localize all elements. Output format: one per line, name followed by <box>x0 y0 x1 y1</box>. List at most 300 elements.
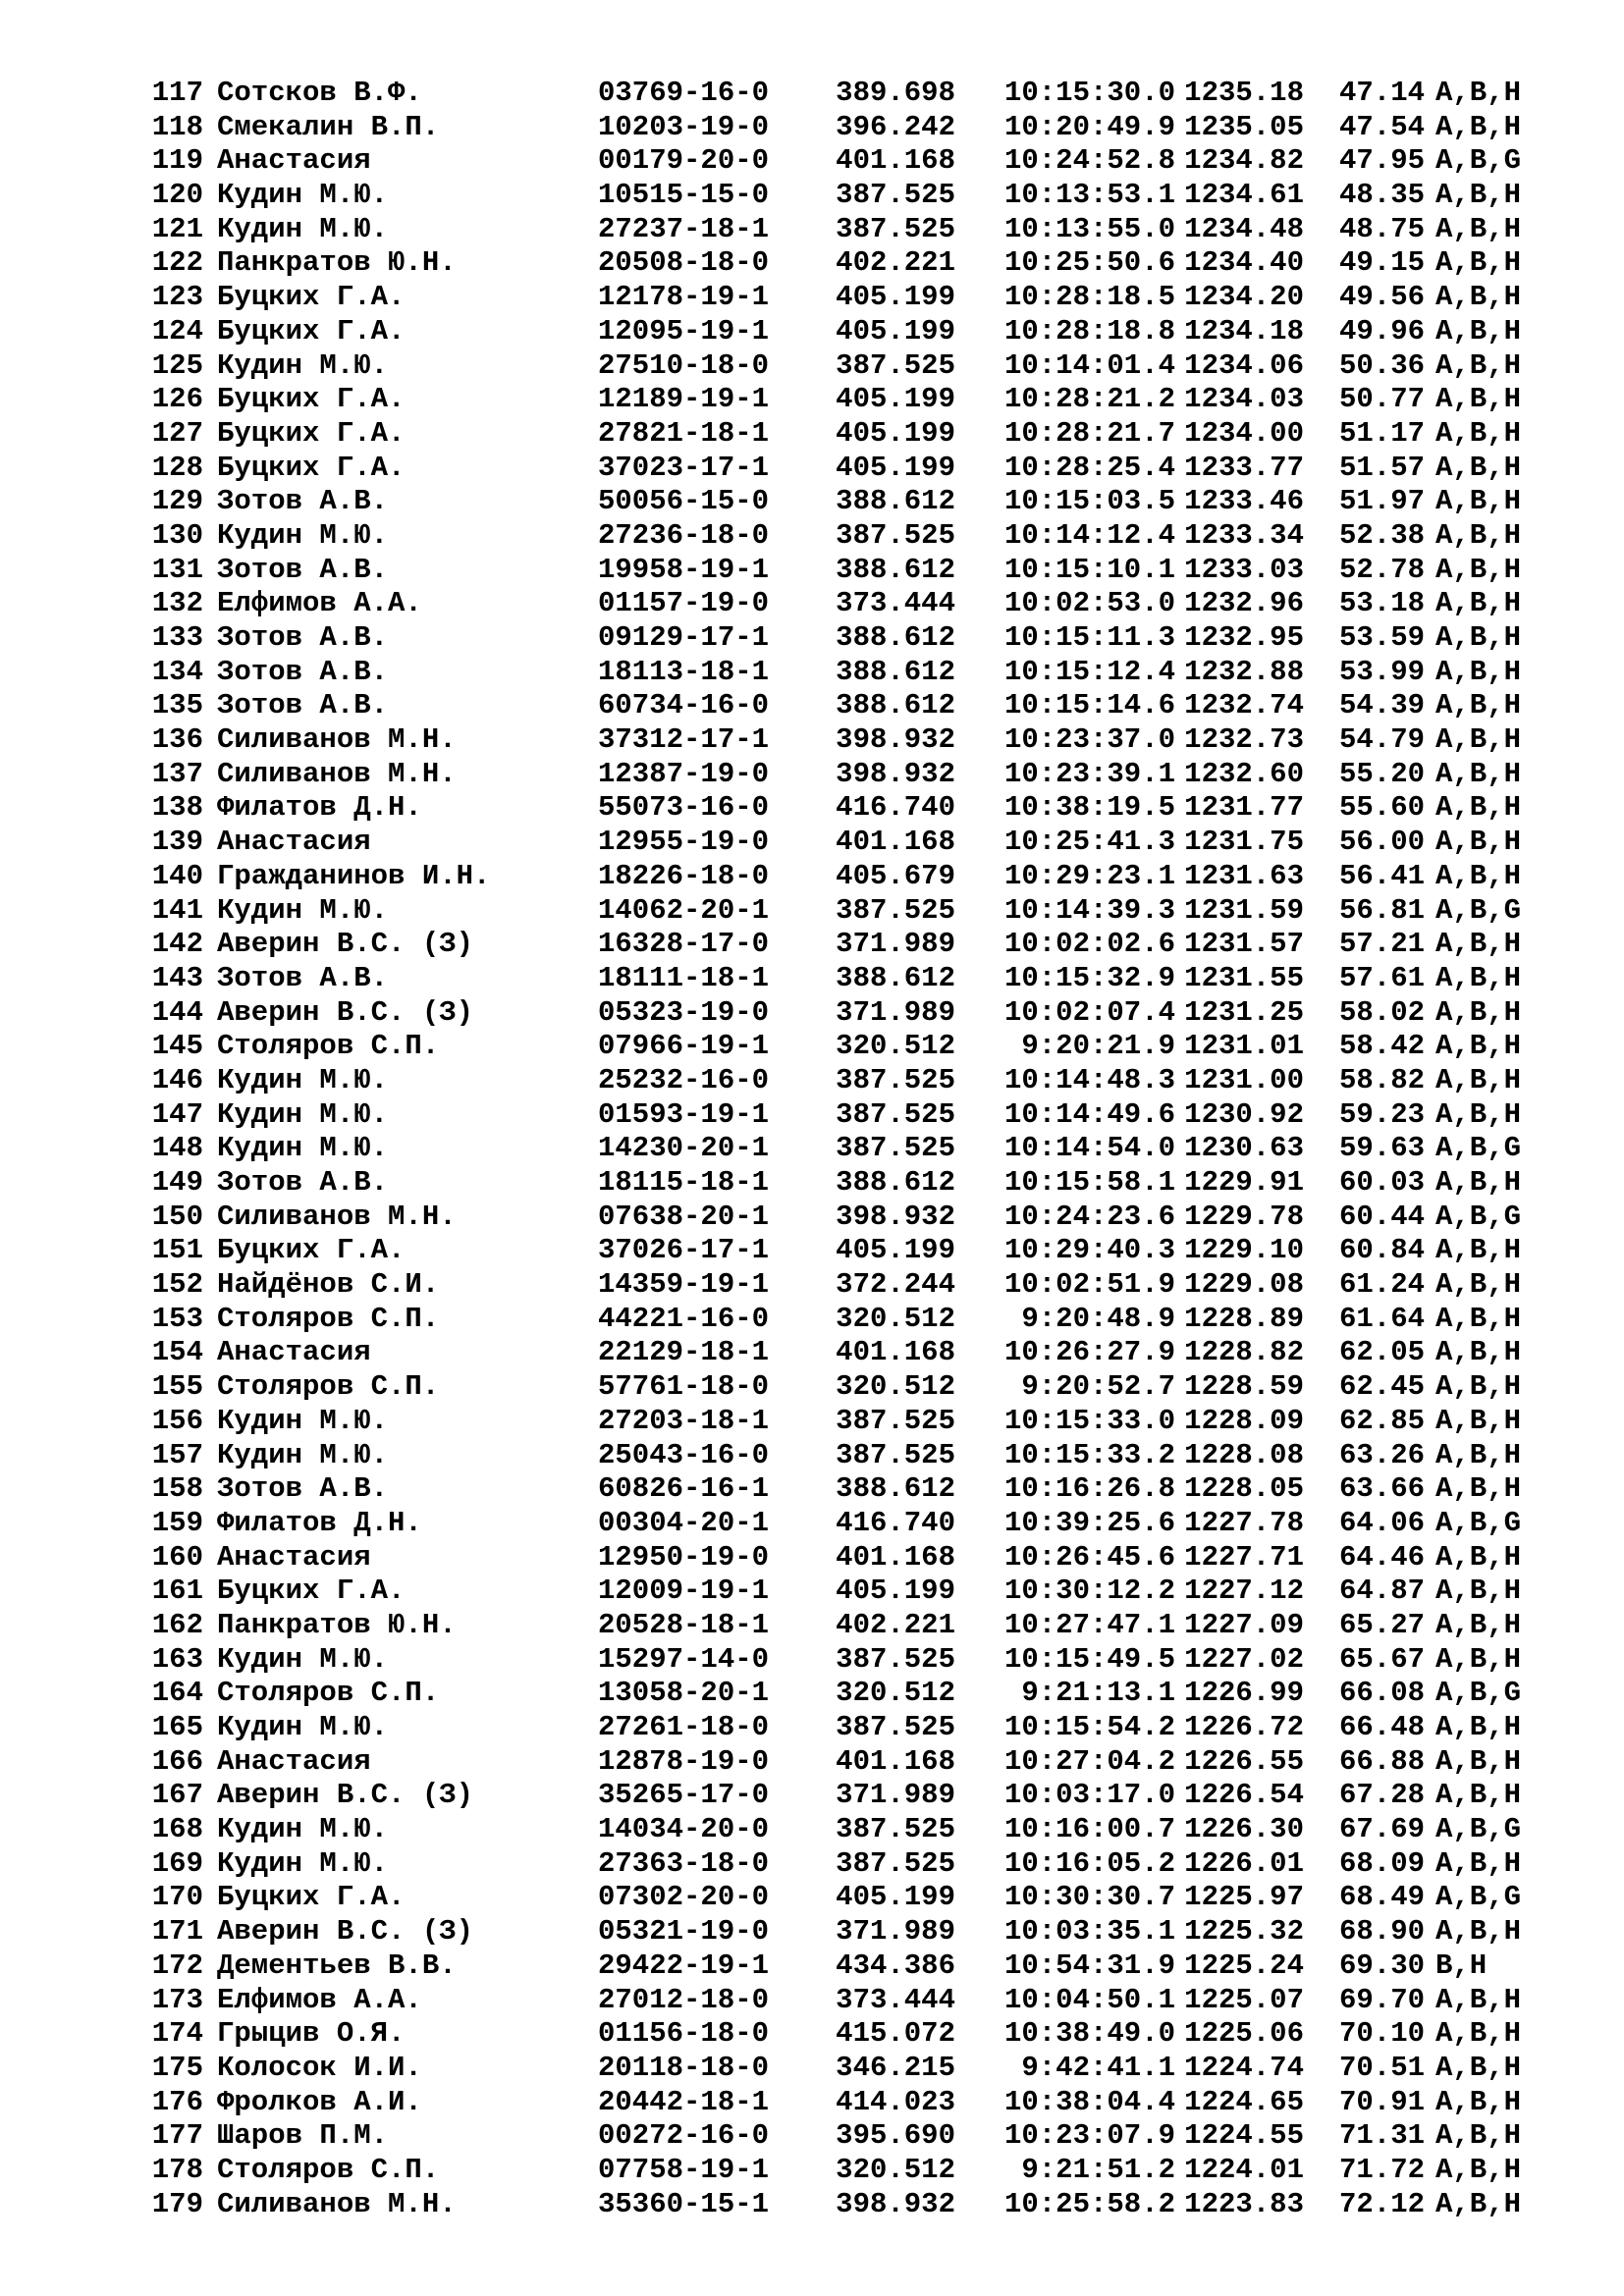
classes-cell: A,B,G <box>1435 1506 1522 1539</box>
arrival-time-cell: 10:29:23.1 <box>1003 859 1175 892</box>
points-cell: 54.79 <box>1339 723 1426 757</box>
distance-cell: 320.512 <box>836 2153 955 2186</box>
fancier-name-cell: Филатов Д.Н. <box>217 1506 422 1539</box>
distance-cell: 405.199 <box>836 383 955 416</box>
speed-cell: 1229.78 <box>1184 1200 1304 1233</box>
speed-cell: 1229.10 <box>1184 1234 1304 1267</box>
points-cell: 61.64 <box>1339 1302 1426 1335</box>
classes-cell: A,B,H <box>1435 995 1522 1029</box>
place-cell: 137 <box>151 757 203 790</box>
place-cell: 149 <box>151 1166 203 1199</box>
place-cell: 167 <box>151 1779 203 1812</box>
speed-cell: 1231.77 <box>1184 791 1304 825</box>
classes-cell: A,B,H <box>1435 1779 1522 1812</box>
points-cell: 51.57 <box>1339 451 1426 484</box>
fancier-name-cell: Буцких Г.А. <box>217 1234 406 1267</box>
ring-number-cell: 55073-16-0 <box>598 791 770 825</box>
arrival-time-cell: 10:28:18.8 <box>1003 314 1175 347</box>
distance-cell: 398.932 <box>836 1200 955 1233</box>
ring-number-cell: 09129-17-1 <box>598 621 770 654</box>
ring-number-cell: 27510-18-0 <box>598 348 770 382</box>
ring-number-cell: 05323-19-0 <box>598 995 770 1029</box>
fancier-name-cell: Елфимов А.А. <box>217 1983 422 2016</box>
place-cell: 127 <box>151 416 203 450</box>
arrival-time-cell: 10:15:54.2 <box>1003 1711 1175 1743</box>
ring-number-cell: 07758-19-1 <box>598 2153 770 2186</box>
distance-cell: 405.199 <box>836 1234 955 1267</box>
speed-cell: 1234.61 <box>1184 179 1304 212</box>
fancier-name-cell: Буцких Г.А. <box>217 451 406 484</box>
place-cell: 124 <box>151 314 203 347</box>
classes-cell: A,B,H <box>1435 1302 1522 1335</box>
speed-cell: 1225.32 <box>1184 1915 1304 1949</box>
fancier-name-cell: Анастасия <box>217 826 371 859</box>
points-cell: 53.18 <box>1339 587 1426 620</box>
place-cell: 138 <box>151 791 203 825</box>
classes-cell: A,B,H <box>1435 1370 1522 1404</box>
ring-number-cell: 27203-18-1 <box>598 1404 770 1437</box>
distance-cell: 405.679 <box>836 859 955 892</box>
speed-cell: 1231.63 <box>1184 859 1304 892</box>
distance-cell: 387.525 <box>836 179 955 212</box>
classes-cell: A,B,H <box>1435 1404 1522 1437</box>
speed-cell: 1224.55 <box>1184 2119 1304 2153</box>
distance-cell: 388.612 <box>836 1166 955 1199</box>
distance-cell: 388.612 <box>836 553 955 586</box>
distance-cell: 388.612 <box>836 655 955 688</box>
place-cell: 175 <box>151 2051 203 2084</box>
distance-cell: 387.525 <box>836 1404 955 1437</box>
points-cell: 58.82 <box>1339 1063 1426 1096</box>
place-cell: 123 <box>151 281 203 314</box>
classes-cell: A,B,G <box>1435 1813 1522 1846</box>
ring-number-cell: 37023-17-1 <box>598 451 770 484</box>
points-cell: 56.00 <box>1339 826 1426 859</box>
fancier-name-cell: Силиванов М.Н. <box>217 2187 457 2220</box>
arrival-time-cell: 10:14:12.4 <box>1003 518 1175 552</box>
distance-cell: 371.989 <box>836 1779 955 1812</box>
ring-number-cell: 18111-18-1 <box>598 961 770 994</box>
distance-cell: 387.525 <box>836 1846 955 1880</box>
speed-cell: 1233.34 <box>1184 518 1304 552</box>
fancier-name-cell: Фролков А.И. <box>217 2085 422 2118</box>
place-cell: 147 <box>151 1097 203 1131</box>
place-cell: 151 <box>151 1234 203 1267</box>
speed-cell: 1223.83 <box>1184 2187 1304 2220</box>
distance-cell: 405.199 <box>836 416 955 450</box>
place-cell: 150 <box>151 1200 203 1233</box>
fancier-name-cell: Буцких Г.А. <box>217 1881 406 1914</box>
distance-cell: 414.023 <box>836 2085 955 2118</box>
arrival-time-cell: 10:15:49.5 <box>1003 1642 1175 1676</box>
ring-number-cell: 27237-18-1 <box>598 212 770 245</box>
arrival-time-cell: 10:02:07.4 <box>1003 995 1175 1029</box>
arrival-time-cell: 10:14:01.4 <box>1003 348 1175 382</box>
speed-cell: 1225.06 <box>1184 2017 1304 2051</box>
points-cell: 52.78 <box>1339 553 1426 586</box>
points-cell: 51.17 <box>1339 416 1426 450</box>
speed-cell: 1226.54 <box>1184 1779 1304 1812</box>
speed-cell: 1229.08 <box>1184 1268 1304 1302</box>
fancier-name-cell: Кудин М.Ю. <box>217 1813 389 1846</box>
arrival-time-cell: 10:13:53.1 <box>1003 179 1175 212</box>
fancier-name-cell: Буцких Г.А. <box>217 383 406 416</box>
place-cell: 130 <box>151 518 203 552</box>
ring-number-cell: 05321-19-0 <box>598 1915 770 1949</box>
classes-cell: A,B,H <box>1435 655 1522 688</box>
arrival-time-cell: 10:25:58.2 <box>1003 2187 1175 2220</box>
place-cell: 136 <box>151 723 203 757</box>
arrival-time-cell: 10:38:19.5 <box>1003 791 1175 825</box>
speed-cell: 1225.24 <box>1184 1949 1304 1982</box>
points-cell: 56.81 <box>1339 893 1426 927</box>
arrival-time-cell: 10:02:02.6 <box>1003 928 1175 961</box>
distance-cell: 388.612 <box>836 689 955 722</box>
arrival-time-cell: 9:20:48.9 <box>1021 1302 1175 1335</box>
ring-number-cell: 20528-18-1 <box>598 1608 770 1641</box>
points-cell: 68.09 <box>1339 1846 1426 1880</box>
ring-number-cell: 01157-19-0 <box>598 587 770 620</box>
points-cell: 50.77 <box>1339 383 1426 416</box>
place-cell: 152 <box>151 1268 203 1302</box>
classes-cell: A,B,H <box>1435 621 1522 654</box>
distance-cell: 396.242 <box>836 110 955 143</box>
distance-cell: 320.512 <box>836 1677 955 1710</box>
points-cell: 69.70 <box>1339 1983 1426 2016</box>
fancier-name-cell: Кудин М.Ю. <box>217 348 389 382</box>
place-cell: 129 <box>151 485 203 518</box>
classes-cell: A,B,G <box>1435 1881 1522 1914</box>
ring-number-cell: 25232-16-0 <box>598 1063 770 1096</box>
place-cell: 164 <box>151 1677 203 1710</box>
classes-cell: A,B,H <box>1435 246 1522 280</box>
speed-cell: 1234.03 <box>1184 383 1304 416</box>
distance-cell: 401.168 <box>836 826 955 859</box>
distance-cell: 401.168 <box>836 1744 955 1778</box>
place-cell: 160 <box>151 1540 203 1574</box>
place-cell: 166 <box>151 1744 203 1778</box>
points-cell: 70.10 <box>1339 2017 1426 2051</box>
fancier-name-cell: Анастасия <box>217 1540 371 1574</box>
ring-number-cell: 20508-18-0 <box>598 246 770 280</box>
classes-cell: A,B,H <box>1435 723 1522 757</box>
ring-number-cell: 12955-19-0 <box>598 826 770 859</box>
distance-cell: 387.525 <box>836 348 955 382</box>
distance-cell: 387.525 <box>836 1097 955 1131</box>
fancier-name-cell: Шаров П.М. <box>217 2119 389 2153</box>
speed-cell: 1230.92 <box>1184 1097 1304 1131</box>
speed-cell: 1231.75 <box>1184 826 1304 859</box>
fancier-name-cell: Аверин В.С. (З) <box>217 1779 474 1812</box>
ring-number-cell: 10515-15-0 <box>598 179 770 212</box>
distance-cell: 405.199 <box>836 1575 955 1608</box>
arrival-time-cell: 10:14:48.3 <box>1003 1063 1175 1096</box>
fancier-name-cell: Буцких Г.А. <box>217 281 406 314</box>
fancier-name-cell: Анастасия <box>217 144 371 178</box>
speed-cell: 1232.96 <box>1184 587 1304 620</box>
classes-cell: A,B,H <box>1435 2085 1522 2118</box>
place-cell: 148 <box>151 1132 203 1165</box>
classes-cell: A,B,H <box>1435 961 1522 994</box>
distance-cell: 415.072 <box>836 2017 955 2051</box>
classes-cell: A,B,H <box>1435 1336 1522 1369</box>
distance-cell: 405.199 <box>836 451 955 484</box>
place-cell: 139 <box>151 826 203 859</box>
ring-number-cell: 44221-16-0 <box>598 1302 770 1335</box>
ring-number-cell: 35265-17-0 <box>598 1779 770 1812</box>
speed-cell: 1233.46 <box>1184 485 1304 518</box>
points-cell: 60.84 <box>1339 1234 1426 1267</box>
classes-cell: A,B,H <box>1435 451 1522 484</box>
place-cell: 128 <box>151 451 203 484</box>
points-cell: 70.91 <box>1339 2085 1426 2118</box>
classes-cell: A,B,H <box>1435 689 1522 722</box>
points-cell: 51.97 <box>1339 485 1426 518</box>
speed-cell: 1234.06 <box>1184 348 1304 382</box>
points-cell: 63.66 <box>1339 1472 1426 1506</box>
ring-number-cell: 19958-19-1 <box>598 553 770 586</box>
distance-cell: 371.989 <box>836 995 955 1029</box>
points-cell: 67.69 <box>1339 1813 1426 1846</box>
ring-number-cell: 00304-20-1 <box>598 1506 770 1539</box>
distance-cell: 387.525 <box>836 1642 955 1676</box>
speed-cell: 1231.59 <box>1184 893 1304 927</box>
speed-cell: 1228.05 <box>1184 1472 1304 1506</box>
arrival-time-cell: 9:20:21.9 <box>1021 1030 1175 1063</box>
points-cell: 58.42 <box>1339 1030 1426 1063</box>
distance-cell: 398.932 <box>836 757 955 790</box>
fancier-name-cell: Елфимов А.А. <box>217 587 422 620</box>
fancier-name-cell: Анастасия <box>217 1744 371 1778</box>
classes-cell: A,B,H <box>1435 110 1522 143</box>
place-cell: 172 <box>151 1949 203 1982</box>
distance-cell: 320.512 <box>836 1370 955 1404</box>
arrival-time-cell: 9:21:13.1 <box>1021 1677 1175 1710</box>
distance-cell: 372.244 <box>836 1268 955 1302</box>
arrival-time-cell: 10:26:45.6 <box>1003 1540 1175 1574</box>
ring-number-cell: 07302-20-0 <box>598 1881 770 1914</box>
points-cell: 71.31 <box>1339 2119 1426 2153</box>
points-cell: 49.15 <box>1339 246 1426 280</box>
speed-cell: 1234.48 <box>1184 212 1304 245</box>
fancier-name-cell: Буцких Г.А. <box>217 314 406 347</box>
place-cell: 120 <box>151 179 203 212</box>
arrival-time-cell: 10:04:50.1 <box>1003 1983 1175 2016</box>
fancier-name-cell: Буцких Г.А. <box>217 1575 406 1608</box>
distance-cell: 388.612 <box>836 485 955 518</box>
distance-cell: 387.525 <box>836 1132 955 1165</box>
fancier-name-cell: Сотсков В.Ф. <box>217 77 422 109</box>
arrival-time-cell: 10:15:12.4 <box>1003 655 1175 688</box>
points-cell: 64.46 <box>1339 1540 1426 1574</box>
points-cell: 66.48 <box>1339 1711 1426 1743</box>
fancier-name-cell: Аверин В.С. (З) <box>217 995 474 1029</box>
speed-cell: 1233.77 <box>1184 451 1304 484</box>
ring-number-cell: 27821-18-1 <box>598 416 770 450</box>
arrival-time-cell: 10:27:04.2 <box>1003 1744 1175 1778</box>
distance-cell: 387.525 <box>836 1063 955 1096</box>
arrival-time-cell: 10:20:49.9 <box>1003 110 1175 143</box>
arrival-time-cell: 10:15:32.9 <box>1003 961 1175 994</box>
classes-cell: A,B,H <box>1435 1472 1522 1506</box>
speed-cell: 1228.82 <box>1184 1336 1304 1369</box>
ring-number-cell: 37026-17-1 <box>598 1234 770 1267</box>
arrival-time-cell: 10:26:27.9 <box>1003 1336 1175 1369</box>
distance-cell: 398.932 <box>836 2187 955 2220</box>
points-cell: 65.67 <box>1339 1642 1426 1676</box>
distance-cell: 395.690 <box>836 2119 955 2153</box>
speed-cell: 1225.07 <box>1184 1983 1304 2016</box>
ring-number-cell: 35360-15-1 <box>598 2187 770 2220</box>
place-cell: 144 <box>151 995 203 1029</box>
ring-number-cell: 00272-16-0 <box>598 2119 770 2153</box>
fancier-name-cell: Кудин М.Ю. <box>217 1132 389 1165</box>
points-cell: 49.56 <box>1339 281 1426 314</box>
distance-cell: 389.698 <box>836 77 955 109</box>
fancier-name-cell: Зотов А.В. <box>217 1166 389 1199</box>
distance-cell: 320.512 <box>836 1030 955 1063</box>
speed-cell: 1229.91 <box>1184 1166 1304 1199</box>
place-cell: 156 <box>151 1404 203 1437</box>
points-cell: 49.96 <box>1339 314 1426 347</box>
place-cell: 173 <box>151 1983 203 2016</box>
place-cell: 119 <box>151 144 203 178</box>
points-cell: 72.12 <box>1339 2187 1426 2220</box>
ring-number-cell: 27236-18-0 <box>598 518 770 552</box>
classes-cell: A,B,H <box>1435 518 1522 552</box>
arrival-time-cell: 10:30:30.7 <box>1003 1881 1175 1914</box>
place-cell: 140 <box>151 859 203 892</box>
place-cell: 165 <box>151 1711 203 1743</box>
arrival-time-cell: 10:25:41.3 <box>1003 826 1175 859</box>
speed-cell: 1231.00 <box>1184 1063 1304 1096</box>
ring-number-cell: 14034-20-0 <box>598 1813 770 1846</box>
place-cell: 159 <box>151 1506 203 1539</box>
arrival-time-cell: 10:15:03.5 <box>1003 485 1175 518</box>
arrival-time-cell: 10:14:54.0 <box>1003 1132 1175 1165</box>
place-cell: 125 <box>151 348 203 382</box>
fancier-name-cell: Столяров С.П. <box>217 1370 440 1404</box>
arrival-time-cell: 10:14:39.3 <box>1003 893 1175 927</box>
place-cell: 176 <box>151 2085 203 2118</box>
ring-number-cell: 12189-19-1 <box>598 383 770 416</box>
points-cell: 58.02 <box>1339 995 1426 1029</box>
ring-number-cell: 20118-18-0 <box>598 2051 770 2084</box>
ring-number-cell: 14359-19-1 <box>598 1268 770 1302</box>
speed-cell: 1232.74 <box>1184 689 1304 722</box>
points-cell: 62.05 <box>1339 1336 1426 1369</box>
ring-number-cell: 03769-16-0 <box>598 77 770 109</box>
points-cell: 55.20 <box>1339 757 1426 790</box>
distance-cell: 387.525 <box>836 1711 955 1743</box>
fancier-name-cell: Кудин М.Ю. <box>217 212 389 245</box>
arrival-time-cell: 9:20:52.7 <box>1021 1370 1175 1404</box>
classes-cell: A,B,H <box>1435 1234 1522 1267</box>
ring-number-cell: 01593-19-1 <box>598 1097 770 1131</box>
classes-cell: A,B,H <box>1435 1438 1522 1471</box>
place-cell: 135 <box>151 689 203 722</box>
speed-cell: 1227.02 <box>1184 1642 1304 1676</box>
points-cell: 55.60 <box>1339 791 1426 825</box>
speed-cell: 1226.99 <box>1184 1677 1304 1710</box>
classes-cell: A,B,G <box>1435 1677 1522 1710</box>
place-cell: 131 <box>151 553 203 586</box>
place-cell: 155 <box>151 1370 203 1404</box>
fancier-name-cell: Найдёнов С.И. <box>217 1268 440 1302</box>
speed-cell: 1231.25 <box>1184 995 1304 1029</box>
classes-cell: A,B,H <box>1435 1846 1522 1880</box>
place-cell: 117 <box>151 77 203 109</box>
fancier-name-cell: Колосок И.И. <box>217 2051 422 2084</box>
speed-cell: 1234.40 <box>1184 246 1304 280</box>
points-cell: 57.61 <box>1339 961 1426 994</box>
fancier-name-cell: Зотов А.В. <box>217 961 389 994</box>
arrival-time-cell: 10:25:50.6 <box>1003 246 1175 280</box>
fancier-name-cell: Кудин М.Ю. <box>217 1642 389 1676</box>
distance-cell: 434.386 <box>836 1949 955 1982</box>
arrival-time-cell: 10:13:55.0 <box>1003 212 1175 245</box>
points-cell: 64.06 <box>1339 1506 1426 1539</box>
classes-cell: A,B,H <box>1435 791 1522 825</box>
arrival-time-cell: 10:15:58.1 <box>1003 1166 1175 1199</box>
points-cell: 67.28 <box>1339 1779 1426 1812</box>
ring-number-cell: 27261-18-0 <box>598 1711 770 1743</box>
speed-cell: 1226.30 <box>1184 1813 1304 1846</box>
distance-cell: 371.989 <box>836 928 955 961</box>
classes-cell: A,B,H <box>1435 757 1522 790</box>
arrival-time-cell: 10:15:33.0 <box>1003 1404 1175 1437</box>
classes-cell: A,B,H <box>1435 348 1522 382</box>
arrival-time-cell: 10:03:35.1 <box>1003 1915 1175 1949</box>
arrival-time-cell: 10:24:52.8 <box>1003 144 1175 178</box>
arrival-time-cell: 10:28:18.5 <box>1003 281 1175 314</box>
classes-cell: A,B,H <box>1435 826 1522 859</box>
speed-cell: 1234.18 <box>1184 314 1304 347</box>
fancier-name-cell: Буцких Г.А. <box>217 416 406 450</box>
points-cell: 62.45 <box>1339 1370 1426 1404</box>
speed-cell: 1232.60 <box>1184 757 1304 790</box>
arrival-time-cell: 10:54:31.9 <box>1003 1949 1175 1982</box>
points-cell: 59.23 <box>1339 1097 1426 1131</box>
distance-cell: 401.168 <box>836 1336 955 1369</box>
arrival-time-cell: 10:23:37.0 <box>1003 723 1175 757</box>
speed-cell: 1234.20 <box>1184 281 1304 314</box>
points-cell: 62.85 <box>1339 1404 1426 1437</box>
place-cell: 178 <box>151 2153 203 2186</box>
place-cell: 146 <box>151 1063 203 1096</box>
points-cell: 60.44 <box>1339 1200 1426 1233</box>
classes-cell: A,B,H <box>1435 1575 1522 1608</box>
ring-number-cell: 37312-17-1 <box>598 723 770 757</box>
speed-cell: 1232.73 <box>1184 723 1304 757</box>
arrival-time-cell: 10:28:25.4 <box>1003 451 1175 484</box>
fancier-name-cell: Зотов А.В. <box>217 485 389 518</box>
ring-number-cell: 15297-14-0 <box>598 1642 770 1676</box>
classes-cell: A,B,H <box>1435 77 1522 109</box>
points-cell: 65.27 <box>1339 1608 1426 1641</box>
speed-cell: 1232.95 <box>1184 621 1304 654</box>
fancier-name-cell: Кудин М.Ю. <box>217 1097 389 1131</box>
distance-cell: 388.612 <box>836 621 955 654</box>
points-cell: 64.87 <box>1339 1575 1426 1608</box>
arrival-time-cell: 10:38:04.4 <box>1003 2085 1175 2118</box>
ring-number-cell: 50056-15-0 <box>598 485 770 518</box>
classes-cell: A,B,G <box>1435 893 1522 927</box>
place-cell: 118 <box>151 110 203 143</box>
place-cell: 121 <box>151 212 203 245</box>
ring-number-cell: 14230-20-1 <box>598 1132 770 1165</box>
speed-cell: 1235.18 <box>1184 77 1304 109</box>
